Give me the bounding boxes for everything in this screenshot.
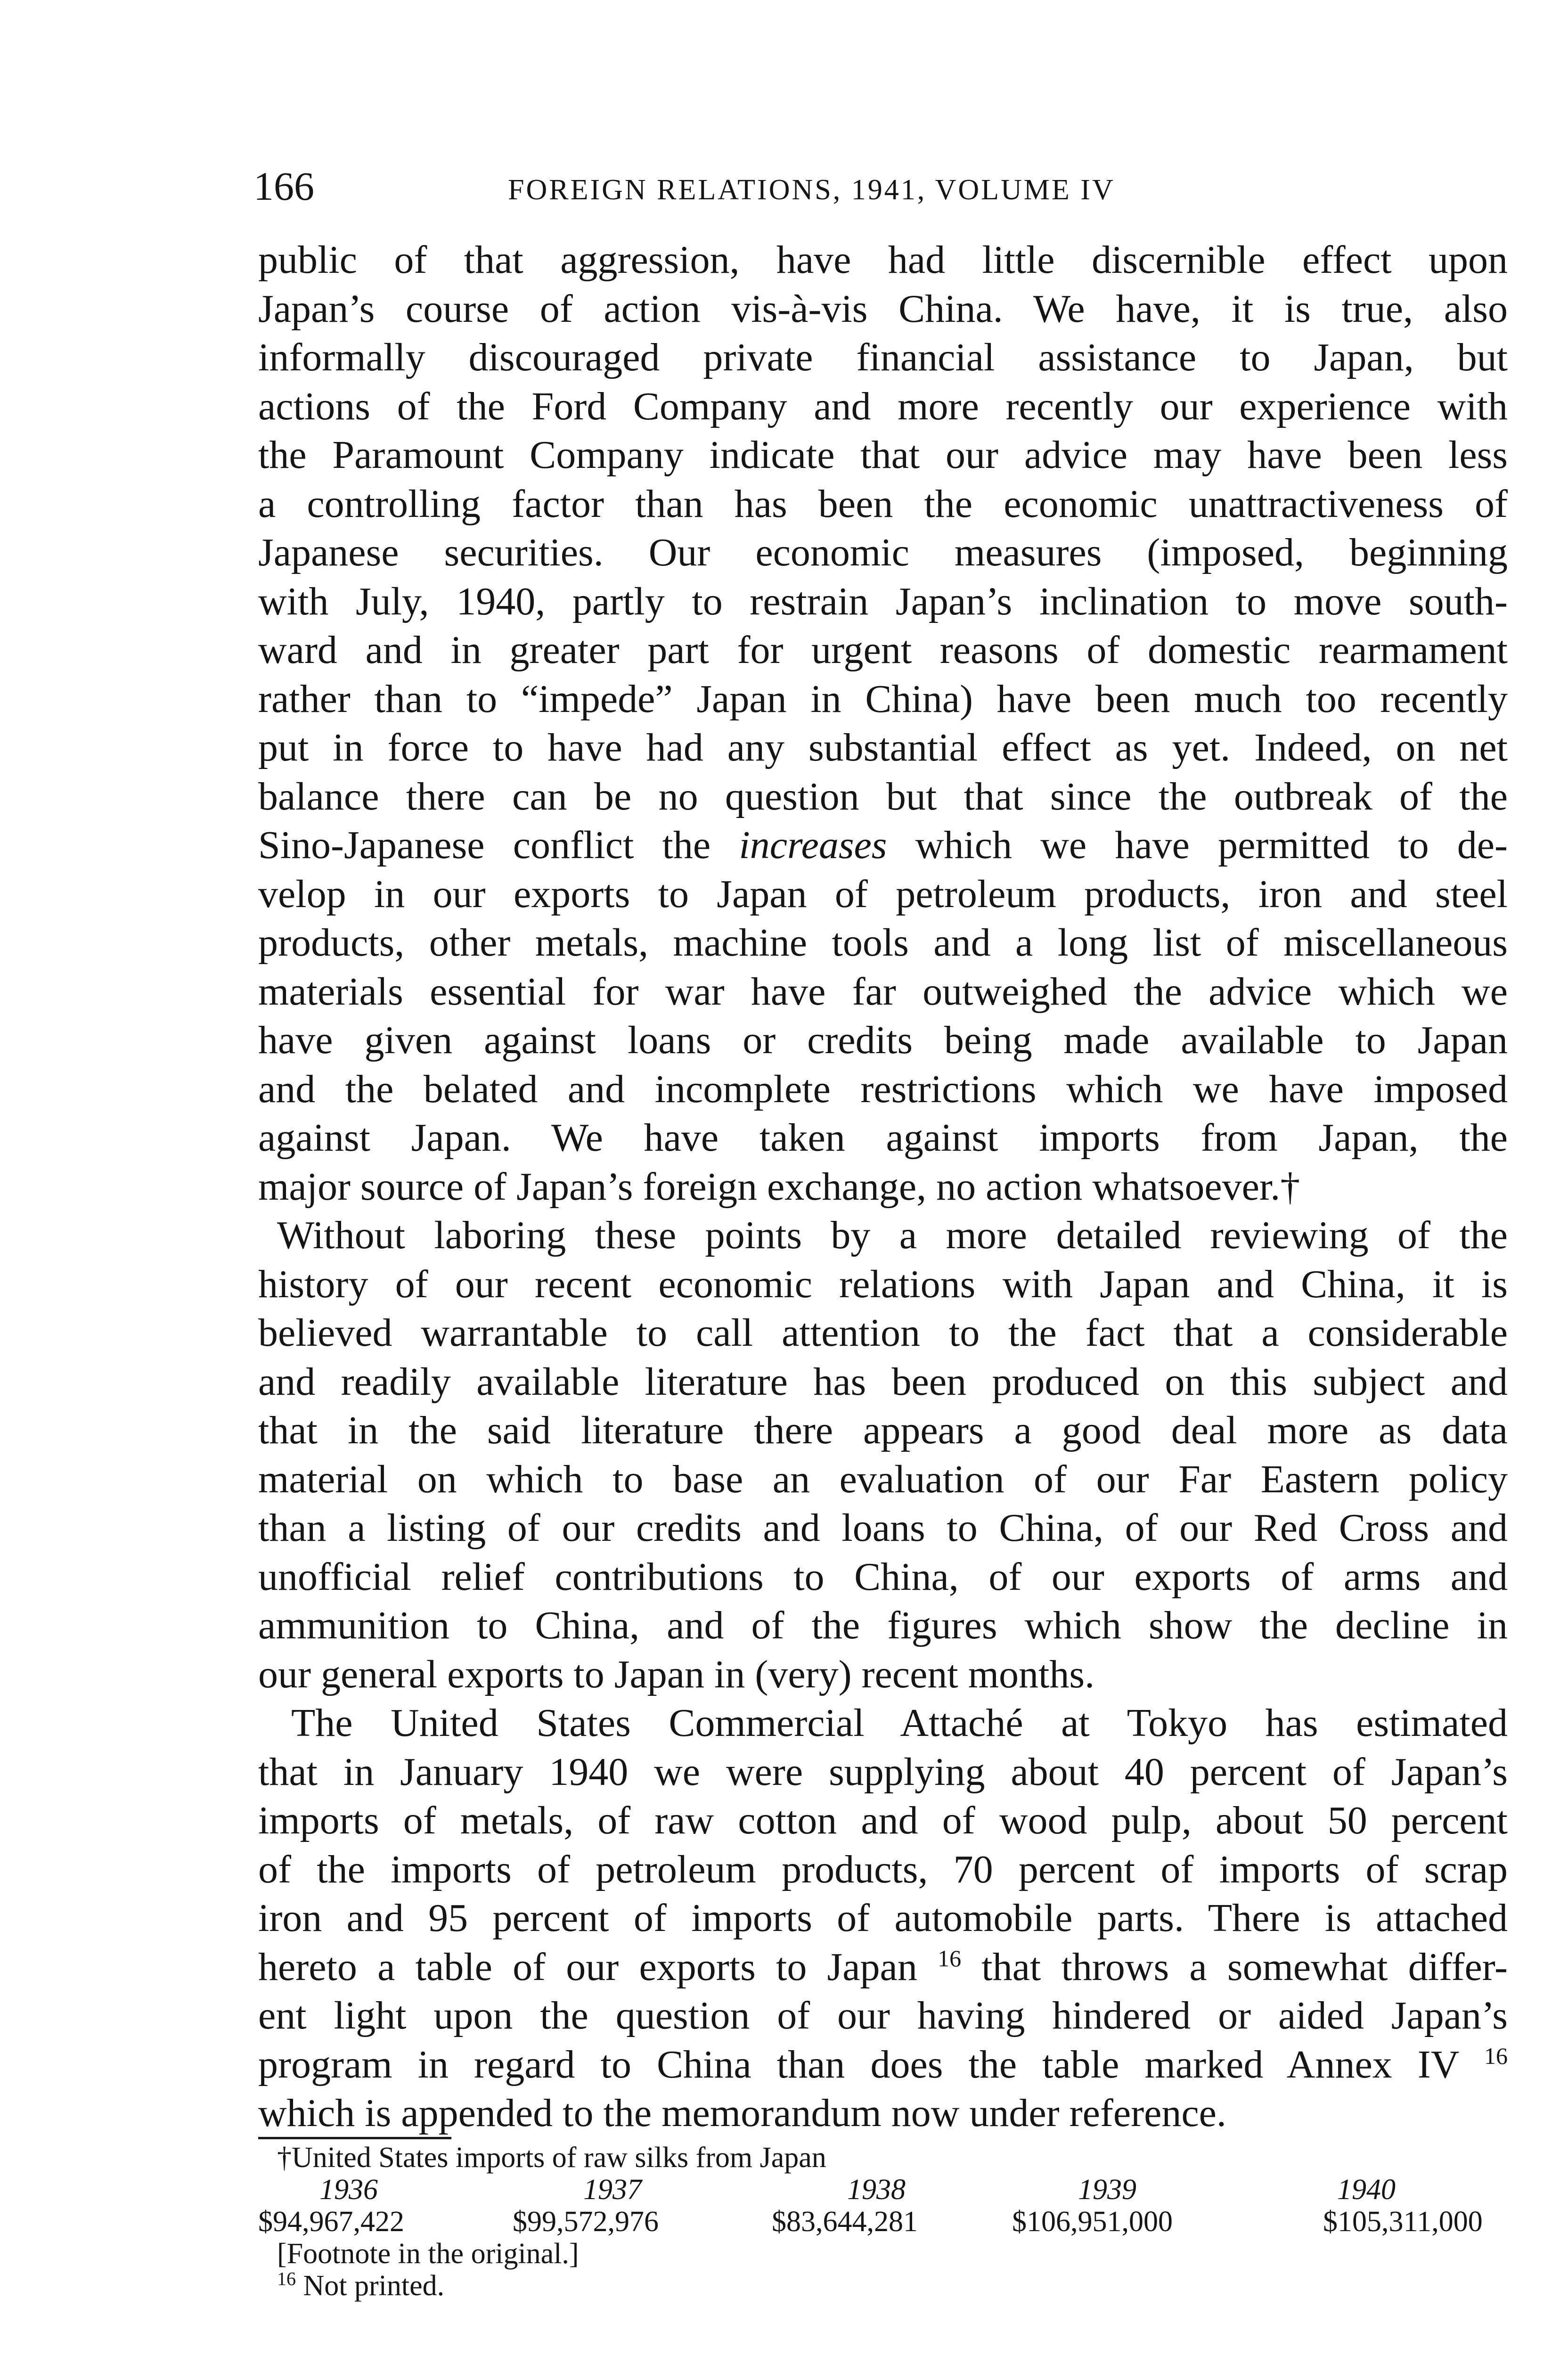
text-segment: program in regard to China than does the table marked Annex IV bbox=[258, 2042, 1459, 2086]
paragraph-start-line: The United States Commercial Attaché at Tokyo has estimated bbox=[291, 1701, 1508, 1745]
text-line: the Paramount Company indicate that our advice may have been less bbox=[258, 433, 1508, 477]
footnote-original-text: [Footnote in the original.] bbox=[277, 2238, 579, 2270]
text-line: ent light upon the question of our having hindered or aided Japan’s bbox=[258, 1994, 1508, 2037]
text-line: material on which to base an evaluation of our Far Eastern policy bbox=[258, 1457, 1508, 1501]
footnotes bbox=[258, 2142, 1511, 2302]
footnote-divider bbox=[258, 2137, 451, 2139]
text-line: actions of the Ford Company and more recently our experience with bbox=[258, 384, 1508, 428]
footnote-16-marker: 16 bbox=[277, 2268, 296, 2290]
footnote-years-row bbox=[258, 2174, 1511, 2206]
text-line: a controlling factor than has been the economic unattractiveness of bbox=[258, 482, 1508, 526]
footnote-original-note bbox=[258, 2238, 1511, 2270]
year-1936: 1936 bbox=[319, 2174, 378, 2206]
year-1940: 1940 bbox=[1337, 2174, 1396, 2206]
amount-1940: $105,311,000 bbox=[1323, 2206, 1483, 2238]
amount-1936: $94,967,422 bbox=[258, 2206, 404, 2238]
text-line: ward and in greater part for urgent reasons of domestic rearmament bbox=[258, 628, 1508, 672]
page-header bbox=[253, 160, 1526, 212]
text-line: our general exports to Japan in (very) recent months. bbox=[258, 1652, 1095, 1696]
text-line: and the belated and incomplete restrictions which we have imposed bbox=[258, 1067, 1508, 1111]
text-line: with July, 1940, partly to restrain Japan’s inclination to move south- bbox=[258, 579, 1508, 623]
amount-1939: $106,951,000 bbox=[1012, 2206, 1173, 2238]
text-line: balance there can be no question but that since the outbreak of the bbox=[258, 774, 1508, 818]
footnote-dagger-text: †United States imports of raw silks from Japan bbox=[277, 2142, 826, 2174]
text-line: which is appended to the memorandum now under reference. bbox=[258, 2091, 1226, 2135]
footnote-16-text-wrap bbox=[277, 2270, 444, 2302]
amount-1938: $83,644,281 bbox=[772, 2206, 918, 2238]
text-segment: which we have permitted to de- bbox=[915, 823, 1508, 867]
text-line: that in January 1940 we were supplying about 40 percent of Japan’s bbox=[258, 1750, 1508, 1794]
paragraph-start-line: Without laboring these points by a more detailed reviewing of the bbox=[277, 1213, 1508, 1257]
text-line: iron and 95 percent of imports of automobile parts. There is attached bbox=[258, 1896, 1508, 1940]
text-segment: that throws a somewhat differ- bbox=[981, 1945, 1508, 1989]
year-1937: 1937 bbox=[583, 2174, 642, 2206]
year-1938: 1938 bbox=[847, 2174, 906, 2206]
text-line: informally discouraged private financial assistance to Japan, but bbox=[258, 335, 1508, 379]
amount-1937: $99,572,976 bbox=[513, 2206, 659, 2238]
footnote-16 bbox=[258, 2270, 1511, 2302]
text-line: rather than to “impede” Japan in China) have been much too recently bbox=[258, 677, 1508, 721]
text-line: imports of metals, of raw cotton and of wood pulp, about 50 percent bbox=[258, 1799, 1508, 1842]
text-line-with-footnote-ref bbox=[258, 2040, 1508, 2089]
text-line: products, other metals, machine tools and a long list of miscellaneous bbox=[258, 921, 1508, 965]
text-line: and readily available literature has been produced on this subject and bbox=[258, 1359, 1508, 1404]
italic-word: increases bbox=[739, 823, 887, 867]
year-1939: 1939 bbox=[1078, 2174, 1136, 2206]
text-line: than a listing of our credits and loans to China, of our Red Cross and bbox=[258, 1506, 1508, 1550]
text-line: materials essential for war have far outweighed the advice which we bbox=[258, 969, 1508, 1014]
text-line: Japanese securities. Our economic measures (imposed, beginning bbox=[258, 531, 1508, 574]
text-segment: Sino-Japanese conflict the bbox=[258, 823, 711, 867]
page-number: 166 bbox=[253, 164, 314, 209]
text-line: that in the said literature there appears a good deal more as data bbox=[258, 1408, 1508, 1452]
footnote-16-text: Not printed. bbox=[303, 2270, 445, 2302]
footnote-dagger-line bbox=[258, 2142, 1511, 2174]
text-line: put in force to have had any substantial effect as yet. Indeed, on net bbox=[258, 726, 1508, 769]
text-line: of the imports of petroleum products, 70 percent of imports of scrap bbox=[258, 1847, 1508, 1891]
text-line-with-italic bbox=[258, 821, 1508, 870]
text-line: velop in our exports to Japan of petroleum products, iron and steel bbox=[258, 872, 1508, 916]
running-head: FOREIGN RELATIONS, 1941, VOLUME IV bbox=[508, 174, 1115, 206]
footnote-amounts-row bbox=[258, 2206, 1511, 2238]
text-line: major source of Japan’s foreign exchange, no action whatsoever.† bbox=[258, 1164, 1300, 1209]
text-line: public of that aggression, have had little discernible effect upon bbox=[258, 238, 1508, 282]
text-line: history of our recent economic relations with Japan and China, it is bbox=[258, 1262, 1508, 1306]
text-line-with-footnote-ref bbox=[258, 1943, 1508, 1992]
text-line: against Japan. We have taken against imports from Japan, the bbox=[258, 1116, 1508, 1160]
body-text bbox=[258, 236, 1508, 2138]
footnote-reference: 16 bbox=[1484, 2042, 1508, 2069]
text-segment: hereto a table of our exports to Japan bbox=[258, 1945, 917, 1989]
text-line: unofficial relief contributions to China, of our exports of arms and bbox=[258, 1554, 1508, 1599]
footnote-reference: 16 bbox=[938, 1945, 962, 1972]
text-line: Japan’s course of action vis-à-vis China. We have, it is true, also bbox=[258, 286, 1508, 331]
text-line: have given against loans or credits being made available to Japan bbox=[258, 1018, 1508, 1062]
text-line: ammunition to China, and of the figures which show the decline in bbox=[258, 1603, 1508, 1647]
text-line: believed warrantable to call attention to the fact that a considerable bbox=[258, 1311, 1508, 1355]
